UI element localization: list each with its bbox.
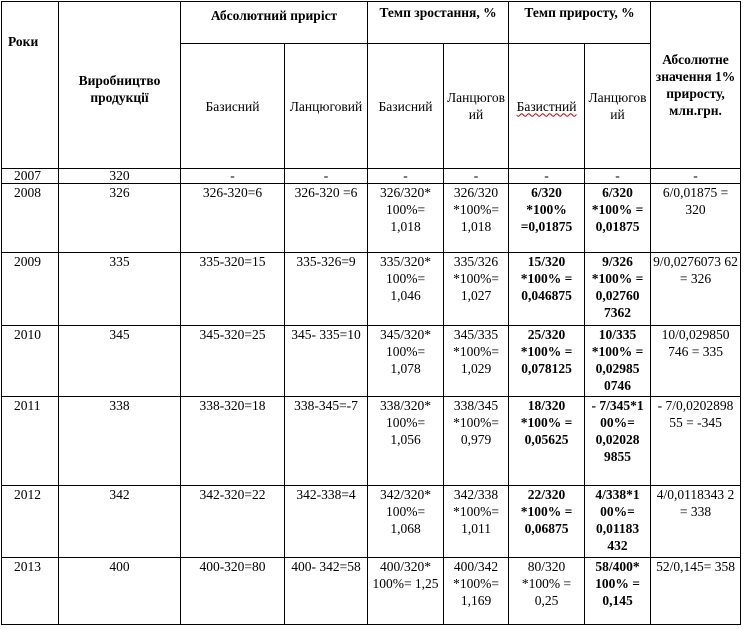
cell-abs-chain: 400- 342=58: [285, 558, 368, 625]
cell-incr-basic: 80/320 *100% = 0,25: [509, 558, 585, 625]
cell-rate-basic: 326/320* 100%= 1,018: [368, 184, 444, 253]
cell-incr-basic: 6/320 *100% =0,01875: [509, 184, 585, 253]
cell-abs-basic: 326-320=6: [181, 184, 285, 253]
cell-rate-chain: 338/345 *100%= 0,979: [444, 397, 509, 486]
cell-incr-chain: -: [585, 169, 651, 184]
cell-rate-chain: 335/326 *100%= 1,027: [444, 253, 509, 326]
cell-year: 2009: [2, 253, 59, 326]
cell-production: 400: [59, 558, 181, 625]
header-production: Виробництво продукції: [59, 2, 181, 169]
cell-rate-basic: 400/320* 100%= 1,25: [368, 558, 444, 625]
subheader-abs-basic: Базисний: [181, 44, 285, 169]
cell-abs-value: 6/0,01875 = 320: [651, 184, 741, 253]
cell-production: 338: [59, 397, 181, 486]
cell-abs-basic: 338-320=18: [181, 397, 285, 486]
cell-rate-basic: 345/320* 100%= 1,078: [368, 326, 444, 397]
cell-rate-basic: 338/320* 100%= 1,056: [368, 397, 444, 486]
cell-year: 2013: [2, 558, 59, 625]
cell-production: 326: [59, 184, 181, 253]
cell-abs-value: -: [651, 169, 741, 184]
cell-incr-chain: 6/320 *100% = 0,01875: [585, 184, 651, 253]
cell-incr-chain: 10/335 *100% = 0,02985 0746: [585, 326, 651, 397]
cell-abs-basic: 342-320=22: [181, 486, 285, 558]
subheader-incr-basic: Базистний: [516, 98, 577, 114]
cell-abs-chain: 326-320 =6: [285, 184, 368, 253]
cell-abs-chain: 335-326=9: [285, 253, 368, 326]
cell-incr-basic: -: [509, 169, 585, 184]
cell-year: 2012: [2, 486, 59, 558]
cell-rate-basic: 342/320* 100%= 1,068: [368, 486, 444, 558]
table-row: [2, 184, 741, 253]
cell-year: 2008: [2, 184, 59, 253]
subheader-abs-chain: Ланцюговий: [285, 44, 368, 169]
cell-rate-chain: 345/335 *100%= 1,029: [444, 326, 509, 397]
cell-abs-value: 10/0,029850 746 = 335: [651, 326, 741, 397]
cell-production: 320: [59, 169, 181, 184]
cell-year: 2010: [2, 326, 59, 397]
table-row: [2, 558, 741, 625]
header-roky: Роки: [2, 2, 59, 169]
cell-abs-chain: -: [285, 169, 368, 184]
cell-abs-chain: 345- 335=10: [285, 326, 368, 397]
cell-rate-chain: 326/320 *100%= 1,018: [444, 184, 509, 253]
cell-rate-chain: 342/338 *100%= 1,011: [444, 486, 509, 558]
cell-rate-chain: 400/342 *100%= 1,169: [444, 558, 509, 625]
cell-abs-basic: 345-320=25: [181, 326, 285, 397]
table-row: [2, 486, 741, 558]
cell-abs-value: 9/0,0276073 62 = 326: [651, 253, 741, 326]
header-growth-rate: Темп зростання, %: [368, 2, 509, 44]
cell-incr-basic: 18/320 *100% = 0,05625: [509, 397, 585, 486]
header-increment-rate: Темп приросту, %: [509, 2, 651, 44]
cell-abs-chain: 338-345=-7: [285, 397, 368, 486]
cell-production: 345: [59, 326, 181, 397]
cell-incr-chain: - 7/345*1 00%= 0,02028 9855: [585, 397, 651, 486]
subheader-incr-basic-cell: [509, 44, 585, 169]
cell-rate-basic: -: [368, 169, 444, 184]
growth-indicators-table: [1, 1, 741, 625]
subheader-incr-chain: Ланцюговий: [585, 44, 651, 169]
table-row: [2, 169, 741, 184]
cell-rate-chain: -: [444, 169, 509, 184]
cell-incr-chain: 4/338*1 00%= 0,01183 432: [585, 486, 651, 558]
cell-abs-basic: -: [181, 169, 285, 184]
subheader-rate-basic: Базисний: [368, 44, 444, 169]
cell-abs-value: 52/0,145= 358: [651, 558, 741, 625]
subheader-rate-chain: Ланцюговий: [444, 44, 509, 169]
cell-production: 342: [59, 486, 181, 558]
cell-year: 2011: [2, 397, 59, 486]
cell-year: 2007: [2, 169, 59, 184]
header-absolute-value-1pct: Абсолютне значення 1% приросту, млн.грн.: [651, 2, 741, 169]
cell-incr-chain: 9/326 *100% = 0,02760 7362: [585, 253, 651, 326]
cell-incr-basic: 22/320 *100% = 0,06875: [509, 486, 585, 558]
cell-production: 335: [59, 253, 181, 326]
table-row: [2, 253, 741, 326]
cell-rate-basic: 335/320* 100%= 1,046: [368, 253, 444, 326]
table-row: [2, 326, 741, 397]
cell-abs-chain: 342-338=4: [285, 486, 368, 558]
table-row: [2, 397, 741, 486]
cell-abs-basic: 400-320=80: [181, 558, 285, 625]
cell-incr-basic: 25/320 *100% = 0,078125: [509, 326, 585, 397]
cell-abs-value: - 7/0,0202898 55 = -345: [651, 397, 741, 486]
cell-incr-basic: 15/320 *100% = 0,046875: [509, 253, 585, 326]
cell-incr-chain: 58/400* 100% = 0,145: [585, 558, 651, 625]
cell-abs-basic: 335-320=15: [181, 253, 285, 326]
cell-abs-value: 4/0,0118343 2 = 338: [651, 486, 741, 558]
header-absolute-growth: Абсолютний приріст: [181, 2, 368, 44]
